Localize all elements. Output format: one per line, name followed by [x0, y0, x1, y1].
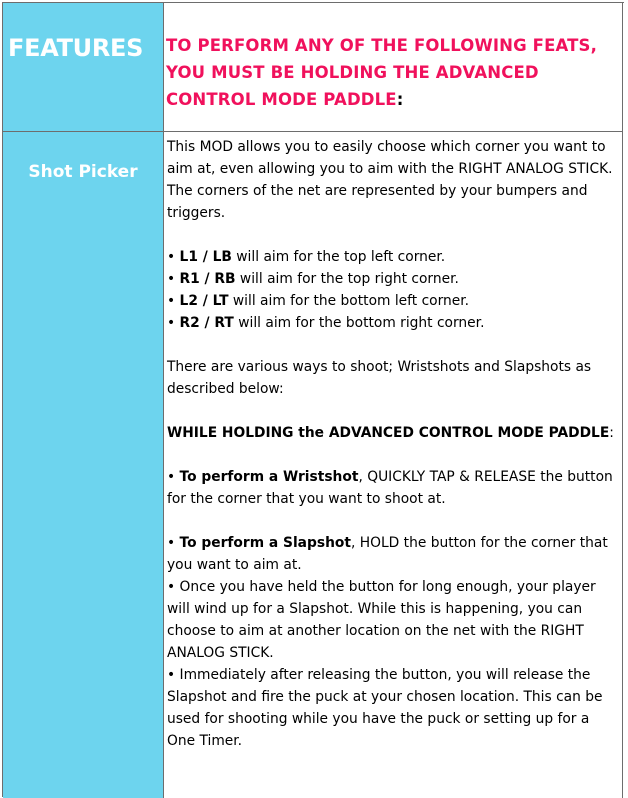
bullet-l1-lb: • L1 / LB will aim for the top left corner. [167, 249, 446, 265]
header-row [3, 3, 623, 132]
instruction-colon: : [396, 90, 404, 109]
slapshot-release-paragraph: • Immediately after releasing the button, you will release the Slapshot and fire the puck at your chosen location. This can be used for shooting while you have the puck or setting up for a One Timer. [167, 667, 603, 749]
header-label-cell [3, 3, 164, 131]
header-instruction-cell [164, 3, 623, 131]
shoot-intro-paragraph: There are various ways to shoot; Wristshots and Slapshots as described below: [167, 359, 592, 397]
instruction-text [166, 32, 618, 113]
slapshot-hold-paragraph: • Once you have held the button for long enough, your player will wind up for a Slapshot. While this is happening, you can choose to aim at another location on the net with the RIGHT ANALOG STICK. [167, 579, 596, 661]
shot-picker-description-cell [164, 132, 623, 798]
bullet-r1-rb: • R1 / RB will aim for the top right corner. [167, 271, 459, 287]
shot-picker-label-cell [3, 132, 164, 798]
bullet-r2-rt: • R2 / RT will aim for the bottom right corner. [167, 315, 485, 331]
shot-picker-row [3, 132, 623, 798]
intro-paragraph: This MOD allows you to easily choose which corner you want to aim at, even allowing you to aim with the RIGHT ANALOG STICK. The corners of the net are represented by your bumpers and triggers. [167, 139, 613, 221]
holding-heading: WHILE HOLDING the ADVANCED CONTROL MODE PADDLE: [167, 425, 614, 441]
slapshot-paragraph: • To perform a Slapshot, HOLD the button for the corner that you want to aim at. [167, 535, 608, 573]
bullet-l2-lt: • L2 / LT will aim for the bottom left corner. [167, 293, 470, 309]
features-table [2, 2, 624, 797]
shot-picker-title: Shot Picker [28, 162, 138, 182]
wristshot-paragraph: • To perform a Wristshot, QUICKLY TAP & RELEASE the button for the corner that you want to shoot at. [167, 469, 613, 507]
instruction-main: TO PERFORM ANY OF THE FOLLOWING FEATS, YOU MUST BE HOLDING THE ADVANCED CONTROL MODE PADDLE [166, 36, 597, 109]
features-heading: FEATURES [8, 34, 144, 62]
shot-picker-description [167, 136, 619, 752]
